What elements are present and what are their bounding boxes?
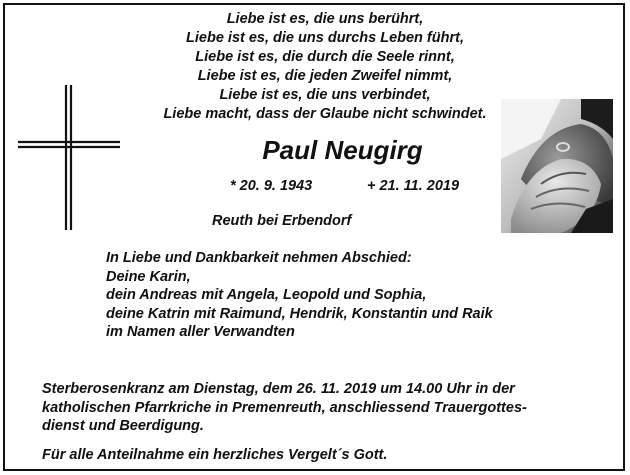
- mourners-line: im Namen aller Verwandten: [106, 324, 295, 340]
- funeral-line: Sterberosenkranz am Dienstag, dem 26. 11. 2019 um 14.00 Uhr in der: [42, 381, 515, 397]
- poem-line: Liebe ist es, die jeden Zweifel nimmt,: [197, 68, 453, 84]
- mourners-line: In Liebe und Dankbarkeit nehmen Abschied:: [106, 250, 412, 266]
- poem-line: Liebe ist es, die uns verbindet,: [219, 87, 431, 103]
- funeral-line: dienst und Beerdigung.: [42, 418, 204, 434]
- poem-line: Liebe ist es, die durch die Seele rinnt,: [195, 49, 455, 65]
- mourners-list: [106, 249, 493, 342]
- deceased-name: Paul Neugirg: [262, 135, 423, 165]
- poem: [130, 10, 520, 124]
- residence: Reuth bei Erbendorf: [212, 213, 352, 229]
- thanks-note: Für alle Anteilnahme ein herzliches Vergelt´s Gott.: [42, 447, 388, 463]
- funeral-line: katholischen Pfarrkriche in Premenreuth, anschliessend Trauergottes-: [42, 399, 527, 416]
- poem-line: Liebe ist es, die uns berührt,: [226, 11, 424, 27]
- hands-photo: [501, 99, 613, 233]
- poem-line: Liebe ist es, die uns durchs Leben führt,: [186, 30, 464, 46]
- cross-icon: [18, 85, 120, 230]
- death-date: + 21. 11. 2019: [367, 178, 460, 194]
- birth-date: * 20. 9. 1943: [230, 178, 313, 194]
- mourners-line: dein Andreas mit Angela, Leopold und Sophia,: [106, 287, 427, 303]
- poem-line: Liebe macht, dass der Glaube nicht schwindet.: [163, 106, 487, 122]
- mourners-line: deine Katrin mit Raimund, Hendrik, Konstantin und Raik: [106, 305, 493, 322]
- funeral-info: [42, 380, 527, 436]
- mourners-line: Deine Karin,: [106, 268, 191, 285]
